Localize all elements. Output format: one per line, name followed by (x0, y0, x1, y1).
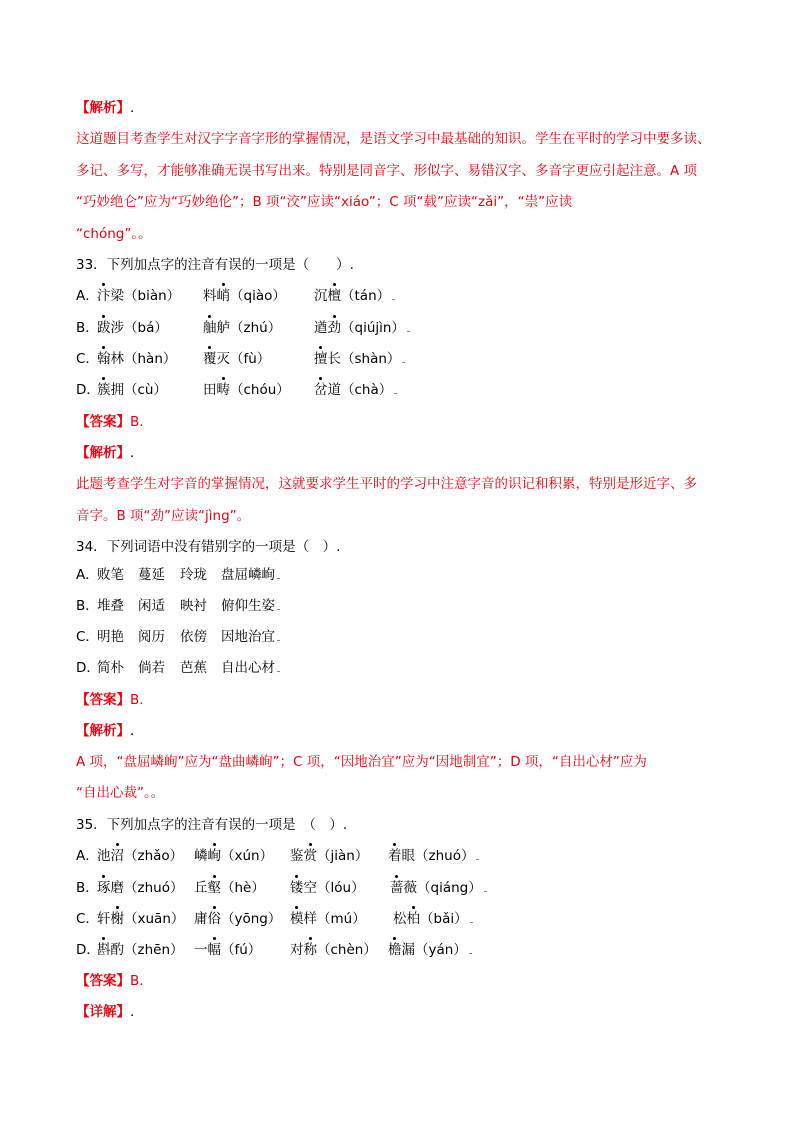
q35-option-b-item: 镂空（lóu） (290, 880, 365, 896)
analysis-line: 多记、多写，才能够准确无误书写出来。特别是同音字、形似字、易错汉字、多音字更应引起注意。A 项 (76, 163, 698, 179)
q35-option-c-letter: C． (76, 911, 99, 927)
q34-word: 芭蕉 (180, 660, 207, 676)
answer-label: 【答案】 (76, 692, 130, 708)
q34-word: 明艳 (97, 629, 124, 645)
q33-option-a-letter: A． (76, 288, 99, 304)
q33-option-d-item: 岔道（chà） (314, 380, 397, 400)
analysis-label: 【解析】 (76, 723, 130, 739)
q34-word: 因地治宜 (221, 627, 280, 647)
q33-option-b-item: 跋涉（bá） (97, 320, 168, 336)
q34-word: 简朴 (97, 660, 124, 676)
q34-word: 阅历 (138, 629, 165, 645)
q33-option-c-item: 翰林（hàn） (97, 351, 177, 367)
q35-option-b-letter: B． (76, 880, 99, 896)
answer-value: B. (130, 692, 144, 708)
q34-word: 堆叠 (97, 598, 124, 614)
q33-option-c-item: 擅长（shàn） (314, 349, 405, 369)
q35-option-b-item: 琢磨（zhuó） (97, 880, 184, 896)
q33-option-b-letter: B． (76, 320, 99, 336)
detail-heading-35: 【详解】. (76, 1004, 135, 1020)
analysis-heading-32: 【解析】. (76, 100, 135, 116)
answer-33 (76, 412, 144, 432)
analysis-line: 这道题目考查学生对汉字字音字形的掌握情况，是语文学习中最基础的知识。学生在平时的学习中要多读、 (76, 131, 711, 147)
q34-word: 蔓延 (138, 567, 165, 583)
q33-option-a-item: 料峭（qiào） (203, 288, 286, 304)
q34-option-c-letter: C． (76, 629, 99, 645)
q35-option-a-item: 鉴赏（jiàn） (290, 848, 369, 864)
q33-option-d-item: 田畴（chóu） (203, 382, 290, 398)
q34-word: 倘若 (138, 660, 165, 676)
q34-option-d-letter: D． (76, 660, 100, 676)
q35-option-d-letter: D． (76, 942, 100, 958)
q33-option-a-item: 汴梁（biàn） (97, 288, 181, 304)
answer-value: B. (130, 973, 144, 989)
question-34: 34．下列词语中没有错别字的一项是（ ）. (76, 539, 341, 555)
q35-option-c-item: 轩榭（xuān） (97, 911, 185, 927)
question-35: 35．下列加点字的注音有误的一项是 （ ）. (76, 817, 348, 833)
q35-option-a-item: 池沼（zhǎo） (97, 848, 184, 864)
q35-option-a-letter: A． (76, 848, 99, 864)
q34-word: 盘屈嶙峋 (221, 565, 280, 585)
q35-option-d-item: 对称（chèn） (290, 942, 377, 958)
analysis-label: 【解析】 (76, 445, 130, 461)
q35-option-a-item: 着眼（zhuó） (388, 846, 479, 866)
q34-word: 败笔 (97, 567, 124, 583)
q35-option-c-item: 模样（mú） (290, 911, 366, 927)
q33-option-d-item: 簇拥（cù） (97, 382, 167, 398)
q35-option-c-item: 庸俗（yōng） (194, 911, 282, 927)
analysis-line: “自出心裁”。。 (76, 785, 165, 801)
q33-option-b-item: 遒劲（qiújìn） (314, 318, 410, 338)
q35-option-b-item: 丘壑（hè） (194, 880, 265, 896)
q35-option-d-item: 檐漏（yán） (388, 940, 472, 960)
analysis-heading-33: 【解析】. (76, 445, 135, 461)
answer-34 (76, 690, 144, 710)
question-33: 33．下列加点字的注音有误的一项是（ ）. (76, 257, 354, 273)
analysis-line: “巧妙绝仑”应为“巧妙绝伦”；B 项“洨”应读“xiáo”；C 项“载”应读“zǎi”，“祟”应读 (76, 194, 573, 210)
analysis-label: 【解析】 (76, 100, 130, 116)
q34-word: 依傍 (180, 629, 207, 645)
answer-35 (76, 971, 144, 991)
answer-label: 【答案】 (76, 414, 130, 430)
q34-word: 自出心材 (221, 658, 280, 678)
q33-option-c-item: 覆灭（fù） (203, 351, 271, 367)
q33-option-c-letter: C． (76, 351, 99, 367)
answer-value: B. (130, 414, 144, 430)
detail-label: 【详解】 (76, 1004, 130, 1020)
q35-option-d-item: 一幅（fú） (194, 942, 262, 958)
q35-option-b-item: 蔷薇（qiáng） (390, 878, 487, 898)
q34-word: 玲珑 (180, 567, 207, 583)
answer-label: 【答案】 (76, 973, 130, 989)
analysis-line: “chóng”。。 (76, 226, 152, 242)
q34-word: 俯仰生姿 (221, 596, 280, 616)
analysis-line: 音字。B 项“劲”应读“jìng”。 (76, 508, 251, 524)
q34-option-b-letter: B． (76, 598, 99, 614)
q34-option-a-letter: A． (76, 567, 99, 583)
q33-option-b-item: 舳舻（zhú） (203, 320, 282, 336)
q35-option-c-item: 松柏（bǎi） (393, 909, 473, 929)
analysis-line: 此题考查学生对字音的掌握情况，这就要求学生平时的学习中注意字音的识记和积累，特别是形近字、多 (76, 476, 697, 492)
analysis-heading-34: 【解析】. (76, 723, 135, 739)
q35-option-a-item: 嶙峋（xún） (194, 848, 274, 864)
analysis-line: A 项，“盘屈嶙峋”应为“盘曲嶙峋”；C 项，“因地治宜”应为“因地制宜”；D 项，“自出心材”应为 (76, 754, 647, 770)
q33-option-a-item: 沉檀（tán） (314, 286, 395, 306)
q33-option-d-letter: D． (76, 382, 100, 398)
q34-word: 映衬 (180, 598, 207, 614)
q35-option-d-item: 斟酌（zhēn） (97, 942, 184, 958)
q34-word: 闲适 (138, 598, 165, 614)
